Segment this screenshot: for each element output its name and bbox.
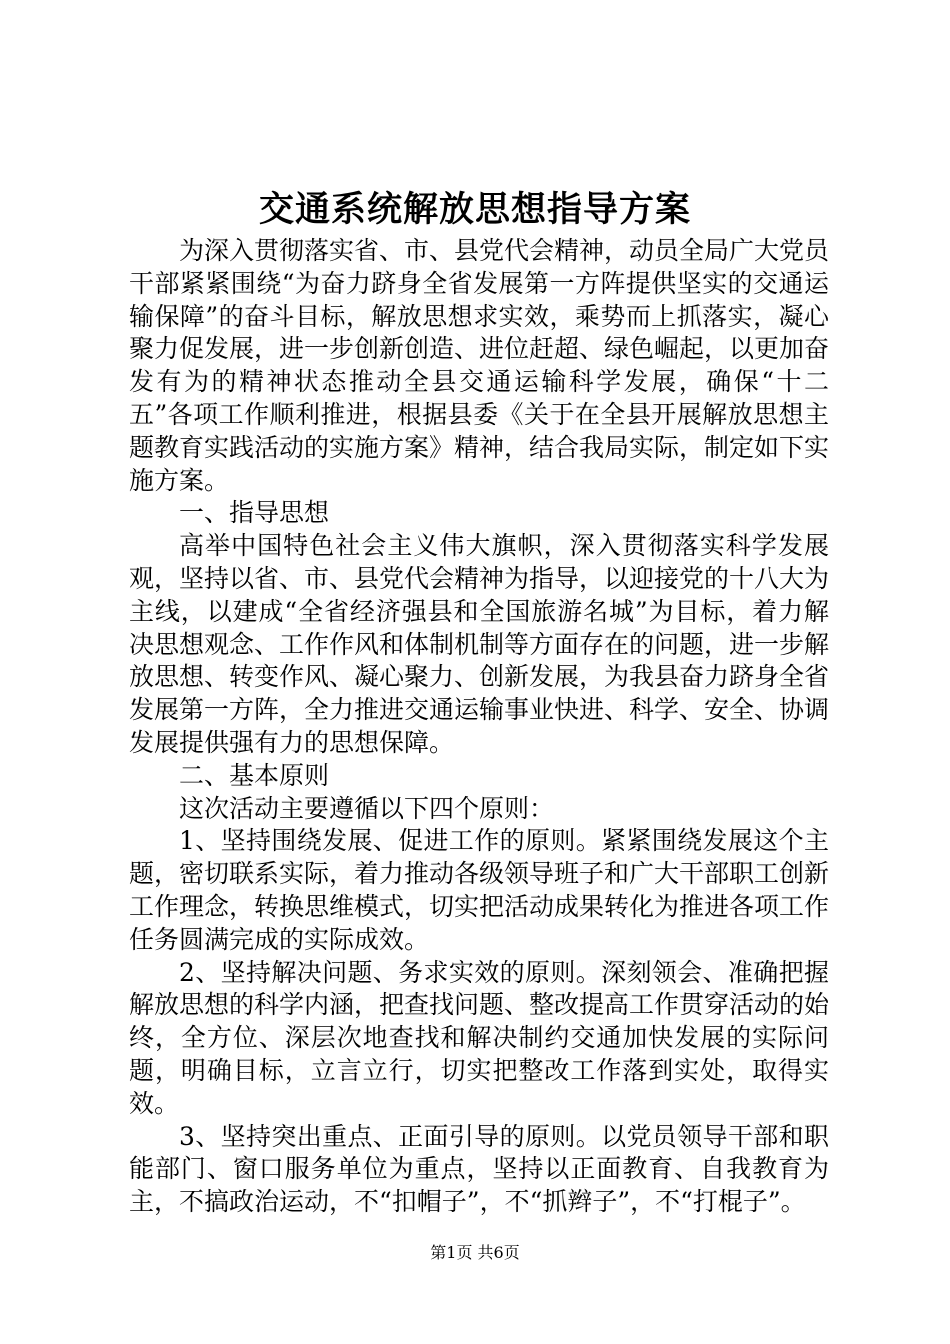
document-body [129, 235, 829, 1219]
paragraph-principles-intro: 这次活动主要遵循以下四个原则： [179, 793, 555, 823]
paragraph-guiding-ideology: 高举中国特色社会主义伟大旗帜，深入贯彻落实科学发展观，坚持以省、市、县党代会精神为指导，以迎接党的十八大为主线，以建成“全省经济强县和全国旅游名城”为目标，着力解决思想观念、工作作风和体制机制等方面存在的问题，进一步解放思想、转变作风、凝心聚力、创新发展，为我县奋力跻身全省发展第一方阵，全力推进交通运输事业快进、科学、安全、协调发展提供强有力的思想保障。 [129, 531, 830, 757]
paragraph-principle-1: 1、坚持围绕发展、促进工作的原则。紧紧围绕发展这个主题，密切联系实际，着力推动各级领导班子和广大干部职工创新工作理念，转换思维模式，切实把活动成果转化为推进各项工作任务圆满完成的实际成效。 [129, 826, 830, 954]
heading-basic-principles: 二、基本原则 [179, 760, 330, 790]
document-title: 交通系统解放思想指导方案 [258, 189, 691, 230]
heading-guiding-ideology: 一、指导思想 [179, 498, 330, 528]
page-number-footer: 第1页 共6页 [430, 1243, 520, 1262]
paragraph-principle-2: 2、坚持解决问题、务求实效的原则。深刻领会、准确把握解放思想的科学内涵，把查找问题、整改提高工作贯穿活动的始终，全方位、深层次地查找和解决制约交通加快发展的实际问题，明确目标，立言立行，切实把整改工作落到实处，取得实效。 [129, 957, 830, 1118]
paragraph-principle-3: 3、坚持突出重点、正面引导的原则。以党员领导干部和职能部门、窗口服务单位为重点，坚持以正面教育、自我教育为主，不搞政治运动，不“扣帽子”，不“抓辫子”，不“打棍子”。 [129, 1121, 829, 1217]
paragraph-intro: 为深入贯彻落实省、市、县党代会精神，动员全局广大党员干部紧紧围绕“为奋力跻身全省发展第一方阵提供坚实的交通运输保障”的奋斗目标，解放思想求实效，乘势而上抓落实，凝心聚力促发展，进一步创新创造、进位赶超、绿色崛起，以更加奋发有为的精神状态推动全县交通运输科学发展，确保“十二五”各项工作顺利推进，根据县委《关于在全县开展解放思想主题教育实践活动的实施方案》精神，结合我局实际，制定如下实施方案。 [129, 236, 830, 495]
